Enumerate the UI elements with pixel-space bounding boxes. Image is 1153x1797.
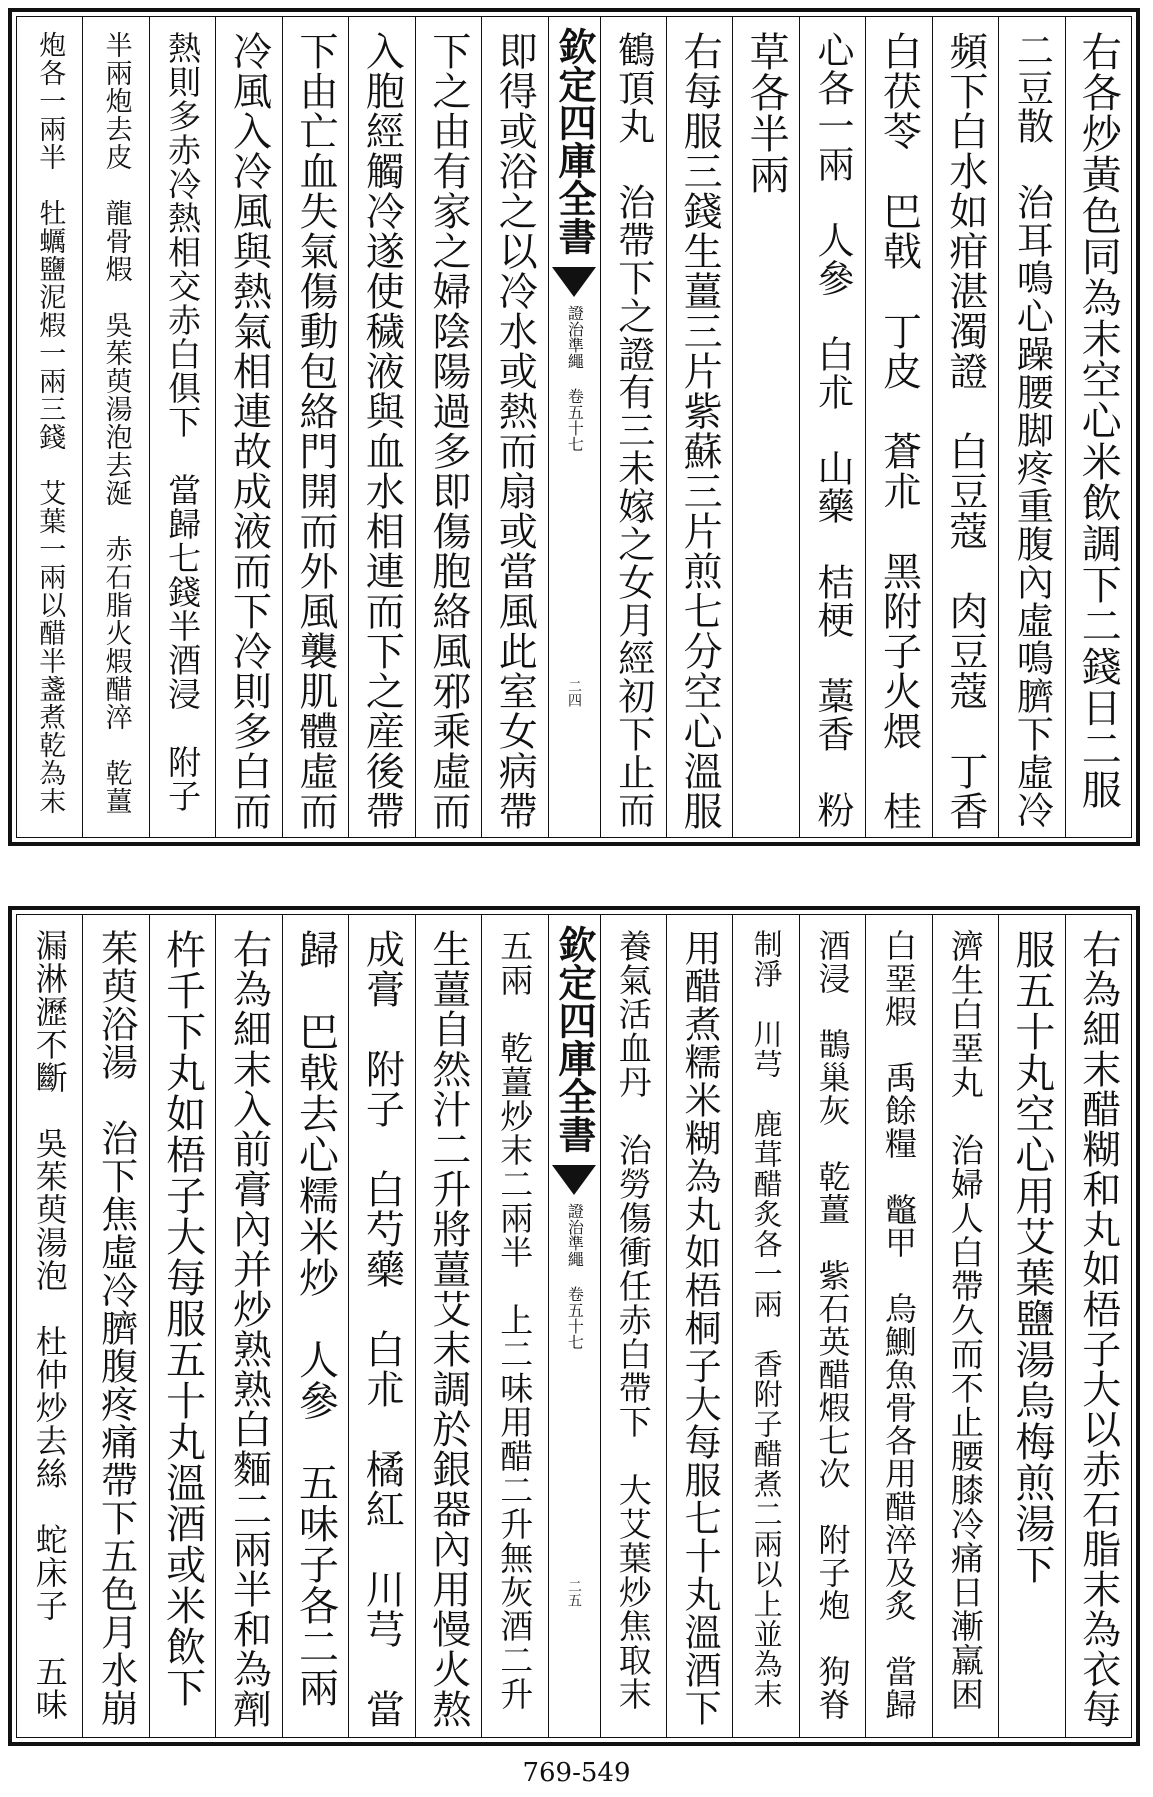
text-column — [799, 915, 865, 1737]
text-column — [215, 915, 281, 1737]
column-text: 五兩 乾薑炒末二兩半 上二味用醋二升無灰酒二升 — [495, 929, 535, 1711]
text-column — [732, 915, 798, 1737]
column-text: 成膏 附子 白芍藥 白朮 橘紅 川芎 當 — [359, 929, 405, 1729]
column-text: 右為細末醋糊和丸如梧子大以赤石脂末為衣每 — [1075, 929, 1121, 1729]
page-number: 769-549 — [522, 1758, 631, 1788]
column-text: 炮各一兩半 牡蠣鹽泥煆一兩三錢 艾葉一兩以醋半盞煮乾為末 — [34, 31, 66, 815]
leaf-number: 二五 — [566, 1579, 582, 1607]
column-text: 白茯苓 巴戟 丁皮 蒼朮 黑附子火煨 桂 — [876, 31, 922, 831]
column-text: 白堊煆 禹餘糧 鼈甲 烏鰂魚骨各用醋淬及炙 當歸 — [879, 929, 918, 1721]
text-column — [600, 915, 666, 1737]
column-text: 冷風入冷風與熱氣相連故成液而下冷則多白而 — [226, 31, 272, 831]
book-volume-label: 證治準繩 卷五十七 — [565, 305, 585, 452]
collection-title: 欽定四庫全書 — [552, 925, 597, 1153]
text-column — [82, 17, 148, 837]
text-column — [82, 915, 148, 1737]
center-fold-column — [548, 915, 600, 1737]
text-column — [282, 17, 348, 837]
fishtail-mark-icon — [552, 267, 596, 297]
column-text: 草各半兩 — [743, 31, 790, 195]
fishtail-mark-icon — [552, 1165, 596, 1195]
text-column — [865, 17, 931, 837]
text-column — [1065, 915, 1131, 1737]
column-text: 歸 巴戟去心糯米炒 人參 五味子各二兩 — [292, 929, 339, 1708]
text-column — [732, 17, 798, 837]
text-column — [415, 915, 481, 1737]
column-text: 杵千下丸如梧子大每服五十丸溫酒或米飲下 — [159, 929, 206, 1708]
text-column — [666, 17, 732, 837]
text-column — [998, 915, 1064, 1737]
column-text: 生薑自然汁二升將薑艾末調於銀器內用慢火熬 — [425, 929, 471, 1729]
book-volume-label: 證治準繩 卷五十七 — [565, 1203, 585, 1350]
text-column — [932, 17, 998, 837]
column-text: 下由亡血失氣傷動包絡門開而外風襲肌體虛而 — [292, 31, 338, 831]
top-page-columns — [16, 16, 1132, 838]
column-text: 右為細末入前膏內并炒熟熟白麵二兩半和為劑 — [226, 929, 272, 1729]
column-text: 頻下白水如疳湛濁證 白豆蔻 肉豆蔻 丁香 — [942, 31, 988, 831]
text-column — [348, 17, 414, 837]
text-column — [932, 915, 998, 1737]
column-text: 半兩炮去皮 龍骨煆 吳茱萸湯泡去涎 赤石脂火煆醋淬 乾薑 — [100, 31, 132, 815]
text-column — [481, 915, 547, 1737]
text-column — [865, 915, 931, 1737]
column-text: 入胞經觸冷遂使穢液與血水相連而下之産後帶 — [359, 31, 405, 831]
center-fold-column — [548, 17, 600, 837]
bottom-page-columns — [16, 914, 1132, 1738]
column-text: 心各一兩 人參 白朮 山藥 桔梗 藁香 粉 — [811, 31, 855, 829]
column-text: 茱萸浴湯 治下焦虛冷臍腹疼痛帶下五色月水崩 — [94, 929, 138, 1727]
column-text: 用醋煮糯米糊為丸如梧桐子大每服七十丸溫酒下 — [678, 929, 722, 1727]
column-text: 養氣活血丹 治勞傷衝任赤白帶下 大艾葉炒焦取末 — [613, 929, 653, 1711]
text-column — [149, 17, 215, 837]
column-text: 即得或浴之以冷水或熱而扇或當風此室女病帶 — [492, 31, 538, 831]
text-column — [799, 17, 865, 837]
column-text: 濟生白堊丸 治婦人白帶久而不止腰膝冷痛日漸羸困 — [945, 929, 985, 1711]
text-column — [1065, 17, 1131, 837]
bottom-page — [8, 906, 1140, 1746]
top-page — [8, 8, 1140, 846]
column-text: 下之由有家之婦陰陽過多即傷胞絡風邪乘虛而 — [425, 31, 471, 831]
text-column — [17, 17, 82, 837]
text-column — [481, 17, 547, 837]
column-text: 熱則多赤冷熱相交赤白俱下 當歸七錢半酒浸 附子 — [163, 31, 203, 813]
text-column — [149, 915, 215, 1737]
text-column — [17, 915, 82, 1737]
column-text: 右各炒黃色同為末空心米飲調下二錢日二服 — [1075, 31, 1122, 810]
column-text: 二豆散 治耳鳴心躁腰脚疼重腹內虛鳴臍下虛冷 — [1010, 31, 1054, 829]
text-column — [215, 17, 281, 837]
text-column — [666, 915, 732, 1737]
text-column — [282, 915, 348, 1737]
column-text: 鶴頂丸 治帶下之證有三未嫁之女月經初下止而 — [611, 31, 655, 829]
collection-title: 欽定四庫全書 — [552, 27, 597, 255]
text-column — [998, 17, 1064, 837]
text-column — [348, 915, 414, 1737]
leaf-number: 二四 — [566, 679, 582, 707]
column-text: 酒浸 鵲巢灰 乾薑 紫石英醋煆七次 附子炮 狗脊 — [813, 929, 852, 1721]
column-text: 漏淋瀝不斷 吳茱萸湯泡 杜仲炒去絲 蛇床子 五味 — [30, 929, 69, 1721]
column-text: 制淨 川芎 鹿茸醋炙各一兩 香附子醋煮二兩以上並為末 — [749, 929, 784, 1709]
text-column — [600, 17, 666, 837]
column-text: 右每服三錢生薑三片紫蘇三片煎七分空心溫服 — [677, 31, 723, 831]
text-column — [415, 17, 481, 837]
column-text: 服五十丸空心用艾葉鹽湯烏梅煎湯下 — [1008, 929, 1055, 1585]
